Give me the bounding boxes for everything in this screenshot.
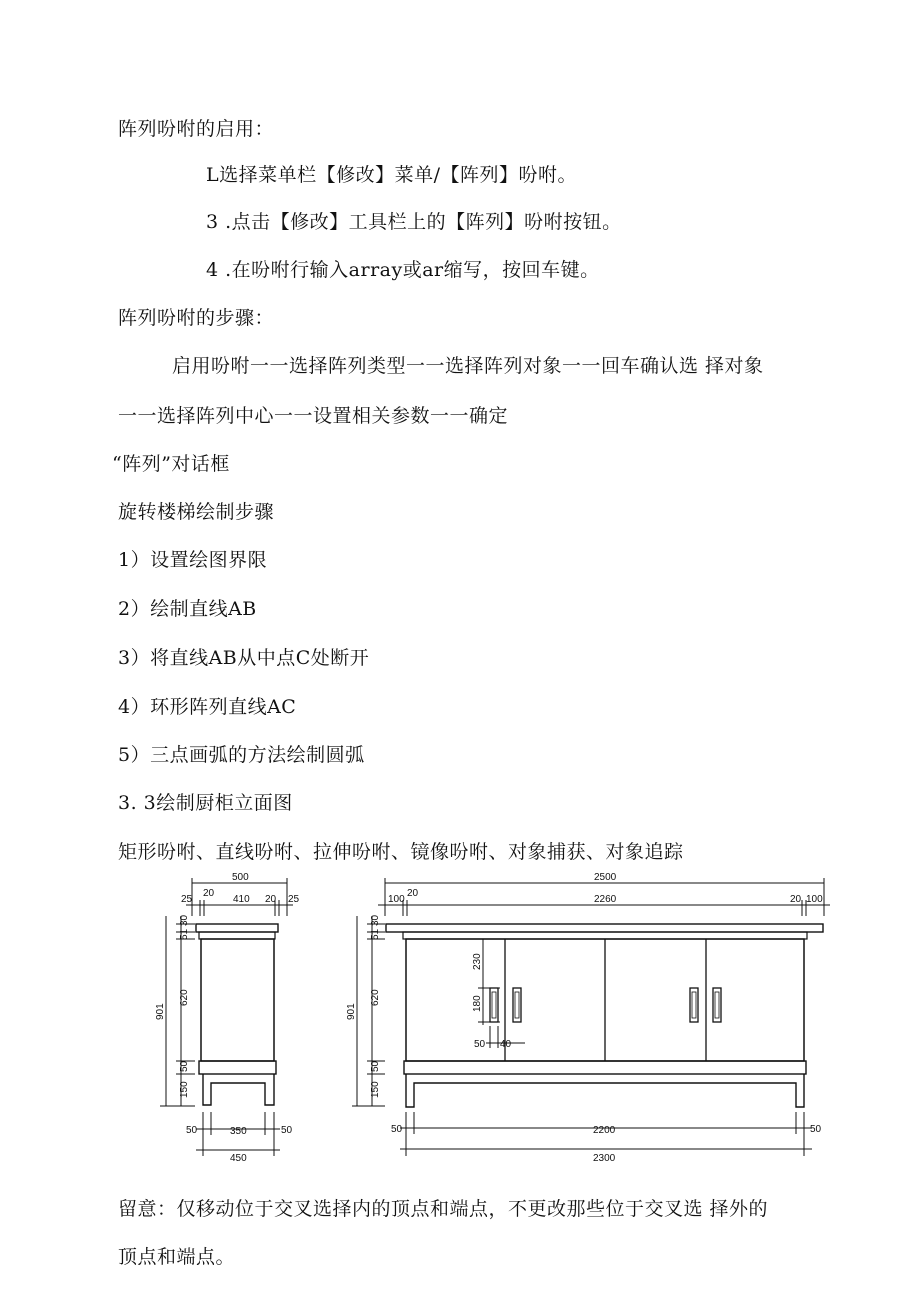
heading-array-activation: 阵列吩咐的启用： — [118, 118, 275, 140]
dim-label: 25 — [288, 894, 300, 905]
dim-label: 2260 — [594, 894, 617, 905]
list-item: 4 .在吩咐行输入array或ar缩写，按回车键。 — [206, 259, 600, 281]
dim-label: 100 — [388, 894, 405, 905]
list-item: 4）环形阵列直线AC — [118, 696, 297, 718]
list-item: 2）绘制直线AB — [118, 598, 257, 620]
dim-label: 150 — [370, 1081, 381, 1098]
heading-array-dialog: “阵列”对话框 — [112, 453, 230, 475]
list-item: 5）三点画弧的方法绘制圆弧 — [118, 744, 365, 766]
note-paragraph: 留意：仅移动位于交叉选择内的顶点和端点，不更改那些位于交叉选 择外的 — [118, 1198, 769, 1220]
dim-label: 50 — [179, 1060, 190, 1072]
dim-label: 20 — [203, 888, 215, 899]
note-paragraph: 顶点和端点。 — [118, 1246, 236, 1268]
dim-label: 2500 — [594, 872, 617, 883]
body-paragraph: 一一选择阵列中心一一设置相关参数一一确定 — [118, 405, 509, 427]
dim-label: 30 — [370, 914, 381, 926]
dim-label: 20 — [265, 894, 277, 905]
list-item: L选择菜单栏【修改】菜单/【阵列】吩咐。 — [206, 164, 578, 186]
body-paragraph: 启用吩咐一一选择阵列类型一一选择阵列对象一一回车确认选 择对象 — [172, 355, 764, 377]
dim-label: 50 — [281, 1125, 293, 1136]
dim-label: 350 — [230, 1126, 247, 1137]
dim-label: 2300 — [593, 1153, 616, 1164]
dim-label: 901 — [155, 1003, 166, 1020]
dim-label: 50 — [474, 1039, 486, 1050]
heading-spiral-stairs: 旋转楼梯绘制步骤 — [118, 501, 275, 523]
dim-label: 620 — [179, 989, 190, 1006]
dim-label: 100 — [806, 894, 823, 905]
dim-label: 50 — [391, 1124, 403, 1135]
dim-label: 20 — [790, 894, 802, 905]
dim-label: 25 — [181, 894, 193, 905]
dim-label: 50 — [810, 1124, 822, 1135]
cabinet-elevation-drawing — [0, 860, 920, 1180]
dim-label: 50 — [370, 1060, 381, 1072]
dim-label: 410 — [233, 894, 250, 905]
dim-label: 51 — [370, 928, 381, 940]
dim-label: 180 — [472, 995, 483, 1012]
dim-label: 500 — [232, 872, 249, 883]
list-item: 3 .点击【修改】工具栏上的【阵列】吩咐按钮。 — [206, 211, 622, 233]
dim-label: 230 — [472, 953, 483, 970]
body-paragraph: 矩形吩咐、直线吩咐、拉伸吩咐、镜像吩咐、对象捕获、对象追踪 — [118, 841, 684, 863]
dim-label: 901 — [346, 1003, 357, 1020]
heading-array-steps: 阵列吩咐的步骤： — [118, 307, 275, 329]
dim-label: 51 — [179, 928, 190, 940]
dim-label: 150 — [179, 1081, 190, 1098]
dim-label: 40 — [500, 1039, 512, 1050]
dim-label: 30 — [179, 914, 190, 926]
dim-label: 450 — [230, 1153, 247, 1164]
list-item: 3）将直线AB从中点C处断开 — [118, 647, 370, 669]
heading-kitchen-cabinet: 3. 3绘制厨柜立面图 — [118, 792, 293, 814]
dim-label: 20 — [407, 888, 419, 899]
list-item: 1）设置绘图界限 — [118, 549, 268, 571]
dim-label: 50 — [186, 1125, 198, 1136]
dim-label: 620 — [370, 989, 381, 1006]
dim-label: 2200 — [593, 1125, 616, 1136]
